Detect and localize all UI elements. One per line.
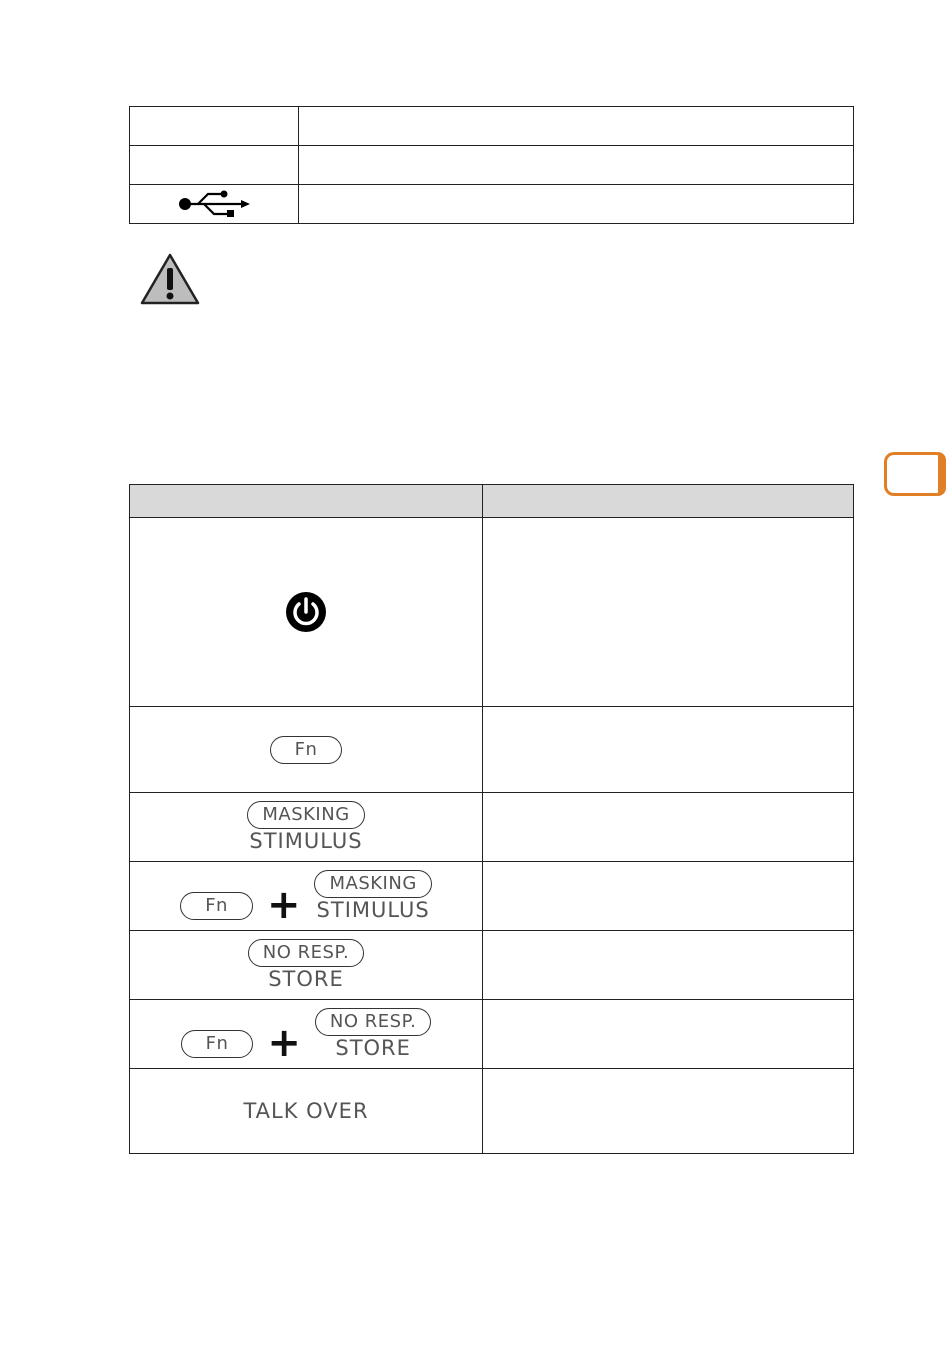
table-row: [130, 793, 854, 862]
table-row: [130, 862, 854, 931]
table-cell: [130, 793, 483, 862]
table-header-cell: [130, 485, 483, 518]
side-tab: [884, 452, 946, 496]
noresp-store-key: [315, 1008, 431, 1060]
table-cell: [130, 862, 483, 931]
fn-key: Fn: [270, 736, 343, 764]
table-cell: [483, 793, 854, 862]
table-cell: [483, 707, 854, 793]
table-cell: [483, 862, 854, 931]
noresp-store-key: [248, 939, 364, 991]
fn-noresp-combo: [181, 1008, 432, 1066]
table-header-cell: [483, 485, 854, 518]
no-resp-key: NO RESP.: [315, 1008, 431, 1036]
masking-key: MASKING: [314, 870, 431, 898]
table-cell: [130, 146, 299, 185]
stimulus-label: STIMULUS: [316, 898, 430, 922]
table-cell: [130, 1000, 483, 1069]
table-row: [130, 1000, 854, 1069]
masking-key: MASKING: [247, 801, 364, 829]
table-cell: [130, 931, 483, 1000]
no-resp-key: NO RESP.: [248, 939, 364, 967]
table-cell: [130, 185, 299, 224]
table-cell: [299, 146, 854, 185]
table-cell: [483, 518, 854, 707]
fn-key: Fn: [181, 1030, 254, 1058]
table-row: [130, 518, 854, 707]
talk-over-label: TALK OVER: [243, 1099, 369, 1123]
store-label: STORE: [335, 1036, 411, 1060]
table-header-row: [130, 485, 854, 518]
table-row: [130, 707, 854, 793]
table-cell: [483, 1000, 854, 1069]
table-cell: [130, 1069, 483, 1154]
fn-key: Fn: [180, 892, 253, 920]
keys-table: [129, 484, 854, 1154]
connection-table: [129, 106, 854, 224]
table-row: [130, 146, 854, 185]
stimulus-label: STIMULUS: [249, 829, 363, 853]
fn-masking-combo: [180, 870, 432, 928]
table-cell: [130, 107, 299, 146]
table-cell: [130, 707, 483, 793]
masking-stimulus-key: [247, 801, 364, 853]
table-cell: [299, 107, 854, 146]
plus-icon: +: [266, 882, 301, 928]
table-row: [130, 1069, 854, 1154]
table-row: [130, 185, 854, 224]
store-label: STORE: [268, 967, 344, 991]
plus-icon: +: [267, 1020, 301, 1066]
table-cell: [483, 931, 854, 1000]
masking-stimulus-key: [314, 870, 431, 922]
warning-icon: [139, 252, 201, 306]
table-cell: [483, 1069, 854, 1154]
table-cell: [299, 185, 854, 224]
table-row: [130, 107, 854, 146]
table-row: [130, 931, 854, 1000]
usb-icon: [178, 188, 250, 220]
power-icon: [284, 590, 328, 634]
table-cell: [130, 518, 483, 707]
